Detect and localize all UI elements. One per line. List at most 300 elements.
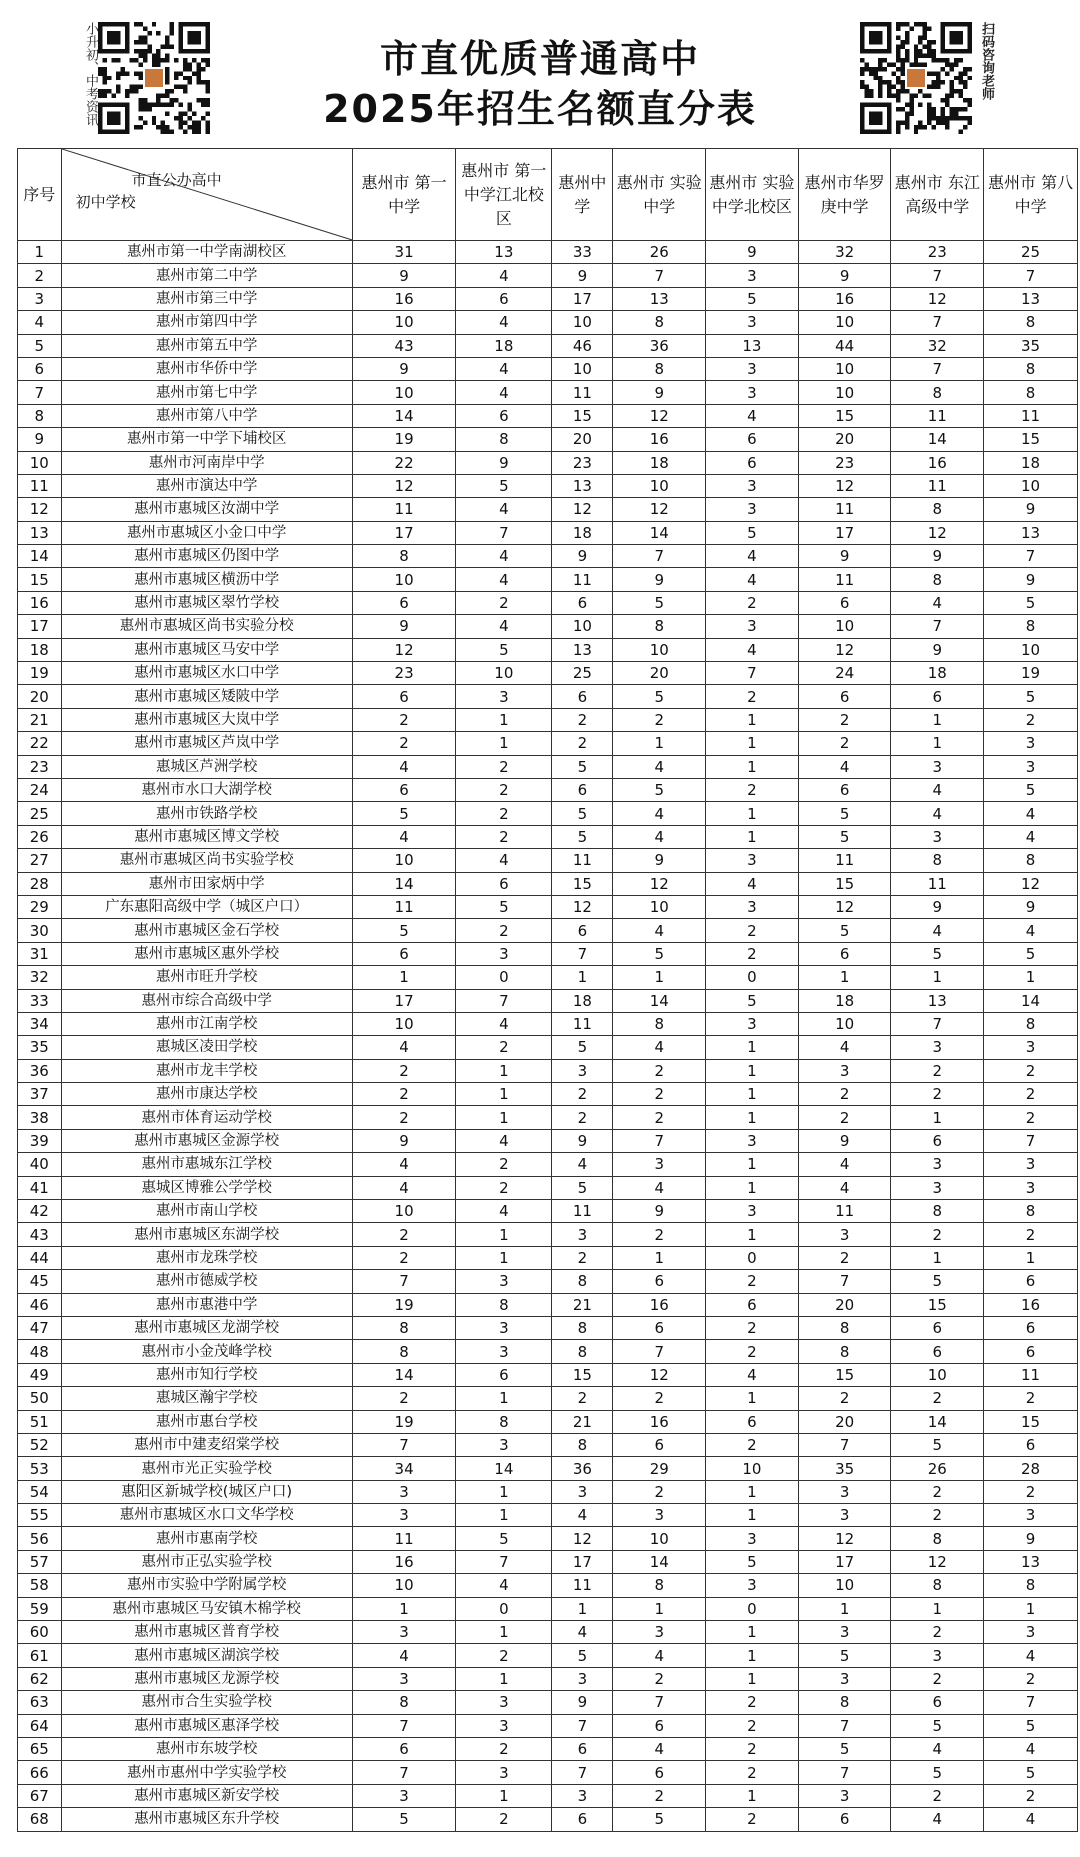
quota-cell: 3 [798,1480,891,1503]
quota-cell: 5 [613,1808,706,1831]
quota-cell: 5 [984,591,1078,614]
quota-cell: 18 [798,989,891,1012]
quota-cell: 4 [613,1036,706,1059]
school-name-cell: 惠州市华侨中学 [61,357,352,380]
quota-cell: 5 [798,1644,891,1667]
quota-cell: 6 [706,451,799,474]
table-row [18,264,1078,287]
quota-cell: 5 [552,1176,613,1199]
quota-cell: 2 [706,1270,799,1293]
quota-cell: 5 [456,1527,552,1550]
school-name-cell: 惠州市惠城区马安中学 [61,638,352,661]
quota-cell: 10 [613,638,706,661]
table-row [18,1504,1078,1527]
table-row [18,1012,1078,1035]
quota-cell: 6 [798,591,891,614]
school-name-cell: 惠州市惠州中学实验学校 [61,1761,352,1784]
quota-cell: 12 [613,1363,706,1386]
quota-cell: 7 [798,1761,891,1784]
quota-cell: 9 [706,241,799,264]
column-header-label: 惠州市 东江高级中学 [894,172,980,216]
table-row [18,1761,1078,1784]
quota-cell: 5 [984,685,1078,708]
row-index: 32 [18,966,62,989]
table-row [18,1738,1078,1761]
quota-cell: 10 [352,1012,456,1035]
quota-cell: 6 [798,685,891,708]
quota-cell: 12 [352,638,456,661]
row-index: 54 [18,1480,62,1503]
quota-cell: 26 [891,1457,984,1480]
quota-cell: 19 [352,1410,456,1433]
quota-cell: 1 [552,966,613,989]
quota-cell: 9 [798,545,891,568]
row-index: 20 [18,685,62,708]
quota-cell: 2 [456,802,552,825]
table-row [18,966,1078,989]
quota-cell: 5 [891,1714,984,1737]
quota-cell: 36 [613,334,706,357]
quota-cell: 3 [456,942,552,965]
row-index: 10 [18,451,62,474]
quota-cell: 11 [891,404,984,427]
quota-cell: 1 [891,966,984,989]
quota-cell: 1 [613,1597,706,1620]
quota-cell: 8 [352,1691,456,1714]
quota-cell: 1 [706,1644,799,1667]
quota-cell: 8 [891,849,984,872]
row-index: 24 [18,778,62,801]
quota-cell: 6 [891,1316,984,1339]
quota-cell: 10 [706,1457,799,1480]
school-name-cell: 惠州市惠城区水口文华学校 [61,1504,352,1527]
quota-cell: 6 [456,287,552,310]
school-name-cell: 惠州市惠城区水口中学 [61,662,352,685]
quota-cell: 3 [891,825,984,848]
quota-cell: 15 [552,404,613,427]
quota-cell: 10 [352,849,456,872]
title-line-1: 市直优质普通高中 [379,37,700,81]
quota-cell: 6 [798,942,891,965]
quota-cell: 15 [552,1363,613,1386]
quota-cell: 9 [552,1129,613,1152]
quota-cell: 1 [706,825,799,848]
quota-cell: 3 [552,1784,613,1807]
quota-cell: 9 [352,615,456,638]
quota-cell: 4 [552,1504,613,1527]
quota-cell: 3 [798,1223,891,1246]
quota-cell: 11 [352,498,456,521]
quota-cell: 13 [984,521,1078,544]
quota-cell: 2 [456,825,552,848]
quota-cell: 2 [706,919,799,942]
quota-cell: 2 [352,1387,456,1410]
table-row [18,778,1078,801]
table-row [18,1527,1078,1550]
column-header-label: 惠州市 第一中学 [361,172,447,216]
table-row [18,1083,1078,1106]
row-index: 42 [18,1200,62,1223]
quota-cell: 2 [456,1738,552,1761]
quota-cell: 3 [706,381,799,404]
quota-cell: 6 [984,1270,1078,1293]
quota-cell: 4 [706,568,799,591]
quota-cell: 5 [613,942,706,965]
quota-cell: 16 [984,1293,1078,1316]
row-index: 13 [18,521,62,544]
quota-cell: 11 [352,895,456,918]
quota-cell: 7 [352,1433,456,1456]
table-row [18,849,1078,872]
school-name-cell: 惠州市惠城区湖滨学校 [61,1644,352,1667]
school-name-cell: 惠州市惠城区金石学校 [61,919,352,942]
quota-cell: 1 [456,1083,552,1106]
quota-cell: 6 [613,1316,706,1339]
table-row [18,1316,1078,1339]
quota-cell: 2 [613,1480,706,1503]
quota-cell: 2 [552,1246,613,1269]
table-row [18,381,1078,404]
quota-cell: 22 [352,451,456,474]
quota-cell: 5 [706,1550,799,1573]
quota-cell: 9 [352,357,456,380]
qr-code-left[interactable] [98,22,210,134]
quota-cell: 23 [552,451,613,474]
quota-cell: 13 [984,287,1078,310]
quota-cell: 2 [984,1784,1078,1807]
quota-cell: 11 [798,498,891,521]
quota-cell: 18 [456,334,552,357]
quota-cell: 18 [613,451,706,474]
quota-cell: 14 [352,1363,456,1386]
quota-cell: 5 [552,755,613,778]
quota-cell: 4 [352,825,456,848]
quota-cell: 4 [456,264,552,287]
row-index: 44 [18,1246,62,1269]
quota-cell: 5 [613,591,706,614]
quota-cell: 2 [706,1340,799,1363]
quota-cell: 1 [456,1784,552,1807]
quota-cell: 2 [352,1246,456,1269]
quota-cell: 3 [706,895,799,918]
quota-cell: 7 [613,1340,706,1363]
quota-cell: 8 [984,1200,1078,1223]
school-name-cell: 惠州市惠城区横沥中学 [61,568,352,591]
table-row [18,1036,1078,1059]
row-index: 39 [18,1129,62,1152]
row-index: 45 [18,1270,62,1293]
quota-cell: 4 [613,802,706,825]
qr-code-right[interactable] [860,22,972,134]
quota-cell: 2 [456,919,552,942]
quota-cell: 16 [891,451,984,474]
quota-cell: 6 [552,919,613,942]
quota-cell: 1 [613,1246,706,1269]
quota-cell: 3 [984,1504,1078,1527]
row-index: 22 [18,732,62,755]
school-name-cell: 惠州市东坡学校 [61,1738,352,1761]
quota-cell: 4 [798,755,891,778]
table-row [18,357,1078,380]
quota-cell: 8 [352,1340,456,1363]
quota-cell: 24 [798,662,891,685]
school-name-cell: 惠州市惠城区新安学校 [61,1784,352,1807]
quota-cell: 11 [552,568,613,591]
quota-cell: 18 [891,662,984,685]
school-name-cell: 惠州市惠城区龙湖学校 [61,1316,352,1339]
table-row [18,1246,1078,1269]
quota-cell: 13 [984,1550,1078,1573]
column-header-label: 惠州市 第一中学江北校区 [461,160,547,228]
quota-cell: 9 [984,498,1078,521]
quota-cell: 5 [984,1714,1078,1737]
column-header-label: 惠州市 实验中学北校区 [709,172,795,216]
table-row [18,1410,1078,1433]
quota-cell: 2 [456,1644,552,1667]
quota-cell: 7 [798,1714,891,1737]
table-row [18,568,1078,591]
table-row [18,1293,1078,1316]
quota-cell: 2 [552,732,613,755]
table-row [18,1574,1078,1597]
quota-cell: 9 [613,1200,706,1223]
table-row [18,1691,1078,1714]
school-name-cell: 惠州市惠城区金源学校 [61,1129,352,1152]
quota-cell: 16 [613,1410,706,1433]
row-index: 65 [18,1738,62,1761]
quota-cell: 5 [891,1761,984,1784]
school-name-cell: 惠州市德威学校 [61,1270,352,1293]
school-name-cell: 惠州市小金茂峰学校 [61,1340,352,1363]
quota-cell: 11 [552,1200,613,1223]
quota-cell: 2 [456,1176,552,1199]
quota-cell: 5 [891,1270,984,1293]
quota-cell: 4 [706,545,799,568]
column-header-2 [456,149,552,241]
quota-cell: 20 [613,662,706,685]
quota-cell: 2 [706,1316,799,1339]
school-name-cell: 惠州市体育运动学校 [61,1106,352,1129]
quota-cell: 1 [706,1784,799,1807]
quota-cell: 7 [984,1691,1078,1714]
quota-cell: 3 [613,1621,706,1644]
quota-cell: 11 [984,1363,1078,1386]
school-name-cell: 惠州市综合高级中学 [61,989,352,1012]
quota-cell: 3 [798,1504,891,1527]
row-index: 41 [18,1176,62,1199]
quota-table [17,148,1078,1832]
quota-cell: 3 [798,1621,891,1644]
school-name-cell: 惠州市惠城区马安镇木棉学校 [61,1597,352,1620]
quota-cell: 4 [613,1644,706,1667]
quota-cell: 9 [456,451,552,474]
quota-cell: 6 [798,1808,891,1831]
quota-cell: 3 [456,1761,552,1784]
quota-cell: 12 [552,1527,613,1550]
quota-cell: 6 [352,942,456,965]
quota-cell: 4 [613,1176,706,1199]
row-index: 4 [18,311,62,334]
quota-cell: 6 [891,1691,984,1714]
quota-cell: 13 [891,989,984,1012]
quota-cell: 10 [613,895,706,918]
quota-cell: 7 [891,1012,984,1035]
quota-cell: 3 [613,1504,706,1527]
table-row [18,545,1078,568]
school-name-cell: 惠州市正弘实验学校 [61,1550,352,1573]
quota-cell: 6 [552,685,613,708]
row-index: 7 [18,381,62,404]
table-row [18,615,1078,638]
quota-cell: 4 [706,638,799,661]
row-index: 51 [18,1410,62,1433]
quota-cell: 34 [352,1457,456,1480]
quota-cell: 13 [552,638,613,661]
row-index: 50 [18,1387,62,1410]
quota-cell: 12 [891,287,984,310]
quota-cell: 1 [706,1106,799,1129]
quota-cell: 1 [613,732,706,755]
quota-cell: 11 [891,474,984,497]
page-title [300,34,780,134]
quota-cell: 1 [984,1246,1078,1269]
quota-cell: 5 [352,802,456,825]
row-index: 46 [18,1293,62,1316]
quota-cell: 3 [352,1480,456,1503]
quota-cell: 1 [706,802,799,825]
quota-cell: 3 [706,615,799,638]
quota-cell: 2 [891,1621,984,1644]
quota-cell: 2 [798,1387,891,1410]
quota-cell: 4 [613,825,706,848]
quota-cell: 4 [456,357,552,380]
quota-cell: 2 [984,1667,1078,1690]
quota-cell: 2 [984,1480,1078,1503]
quota-cell: 8 [552,1340,613,1363]
row-index: 40 [18,1153,62,1176]
quota-cell: 4 [352,1153,456,1176]
quota-cell: 1 [706,755,799,778]
quota-cell: 17 [352,521,456,544]
table-row [18,241,1078,264]
quota-cell: 3 [456,685,552,708]
table-row [18,1784,1078,1807]
quota-cell: 46 [552,334,613,357]
quota-cell: 10 [352,1574,456,1597]
quota-cell: 28 [984,1457,1078,1480]
quota-cell: 4 [552,1621,613,1644]
table-row [18,732,1078,755]
quota-cell: 10 [352,568,456,591]
quota-cell: 4 [456,1200,552,1223]
column-header-label: 惠州市 第八中学 [988,172,1074,216]
quota-cell: 1 [706,1036,799,1059]
quota-cell: 9 [798,1129,891,1152]
quota-cell: 16 [613,428,706,451]
quota-cell: 2 [552,708,613,731]
quota-cell: 3 [984,732,1078,755]
quota-cell: 4 [613,1738,706,1761]
index-column-header: 序号 [18,149,62,241]
quota-cell: 4 [984,919,1078,942]
quota-cell: 1 [706,1153,799,1176]
promo-side-text-right: 扫码咨询老师 [979,22,994,100]
quota-cell: 5 [891,1433,984,1456]
table-row [18,1550,1078,1573]
school-name-cell: 惠州市惠城区惠泽学校 [61,1714,352,1737]
quota-cell: 36 [552,1457,613,1480]
quota-cell: 2 [984,1223,1078,1246]
quota-cell: 6 [352,1738,456,1761]
quota-cell: 20 [798,1410,891,1433]
quota-cell: 8 [613,357,706,380]
quota-cell: 1 [552,1597,613,1620]
quota-cell: 3 [891,1153,984,1176]
quota-cell: 2 [706,942,799,965]
quota-cell: 3 [352,1784,456,1807]
quota-cell: 12 [613,404,706,427]
quota-cell: 10 [552,615,613,638]
row-index: 3 [18,287,62,310]
quota-cell: 17 [352,989,456,1012]
row-index: 52 [18,1433,62,1456]
quota-cell: 2 [552,1387,613,1410]
row-index: 63 [18,1691,62,1714]
quota-cell: 18 [984,451,1078,474]
table-row [18,1597,1078,1620]
quota-cell: 3 [456,1433,552,1456]
school-name-cell: 惠州市惠台学校 [61,1410,352,1433]
quota-table-wrapper [17,148,1080,1832]
quota-cell: 2 [891,1059,984,1082]
row-index: 53 [18,1457,62,1480]
quota-cell: 12 [552,895,613,918]
school-name-cell: 惠州市惠南学校 [61,1527,352,1550]
quota-cell: 8 [613,311,706,334]
school-name-cell: 惠州市惠城区仍图中学 [61,545,352,568]
quota-cell: 25 [984,241,1078,264]
quota-cell: 14 [456,1457,552,1480]
quota-cell: 6 [706,1410,799,1433]
school-name-cell: 惠州市惠城区尚书实验分校 [61,615,352,638]
quota-cell: 4 [891,1738,984,1761]
quota-cell: 2 [613,1784,706,1807]
row-index: 30 [18,919,62,942]
row-index: 60 [18,1621,62,1644]
quota-cell: 20 [552,428,613,451]
quota-cell: 16 [352,287,456,310]
table-row [18,1270,1078,1293]
quota-cell: 35 [984,334,1078,357]
quota-cell: 2 [613,1059,706,1082]
quota-cell: 4 [798,1176,891,1199]
quota-cell: 3 [552,1059,613,1082]
quota-cell: 17 [798,1550,891,1573]
quota-cell: 2 [613,1223,706,1246]
quota-cell: 8 [891,381,984,404]
quota-cell: 1 [891,1246,984,1269]
quota-cell: 4 [352,1176,456,1199]
quota-cell: 2 [456,1036,552,1059]
row-index: 33 [18,989,62,1012]
row-index: 11 [18,474,62,497]
quota-cell: 9 [352,1129,456,1152]
quota-cell: 13 [613,287,706,310]
quota-cell: 1 [352,1597,456,1620]
quota-cell: 11 [352,1527,456,1550]
quota-cell: 2 [891,1667,984,1690]
table-row [18,428,1078,451]
